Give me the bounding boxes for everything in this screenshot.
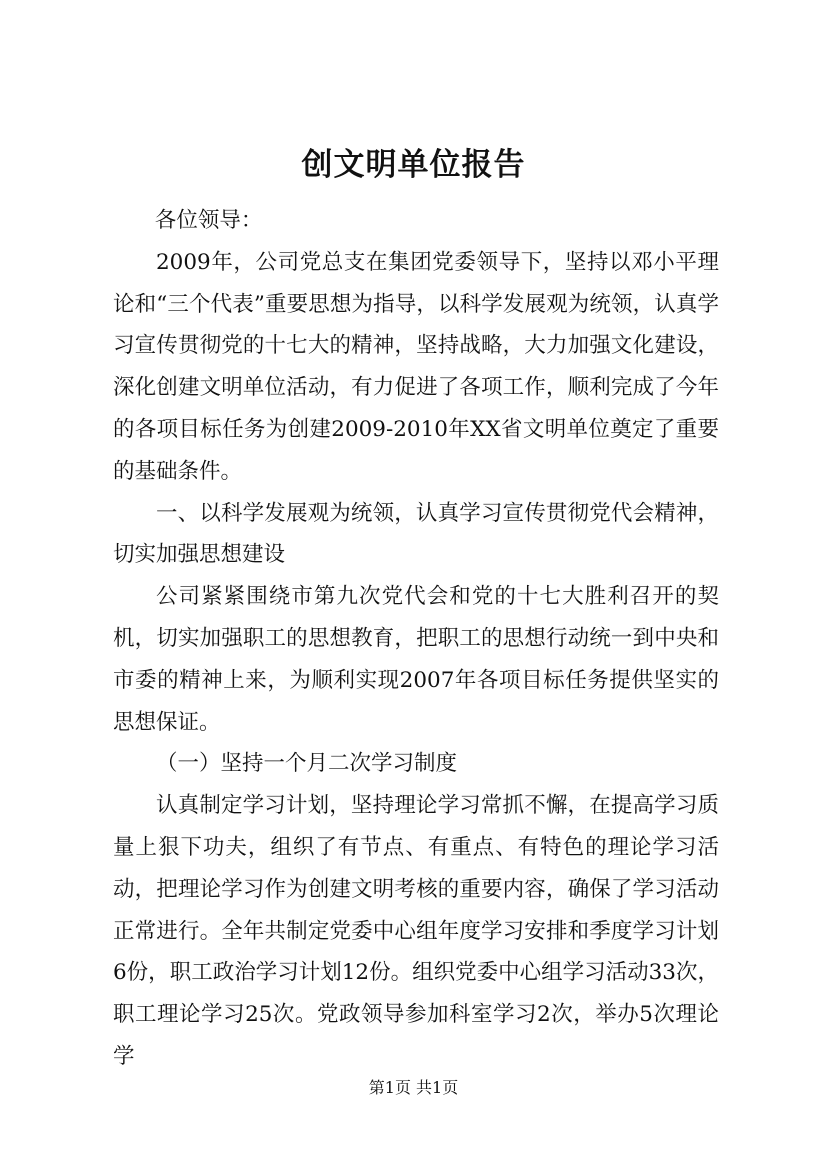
subsection-heading-1: （一）坚持一个月二次学习制度 (156, 751, 458, 777)
subsection-1-paragraph: 认真制定学习计划，坚持理论学习常抓不懈，在提高学习质量上狠下功夫，组织了有节点、有重点、有特色的理论学习活动，把理论学习作为创建文明考核的重要内容，确保了学习活动正常进行。全年共制定党委中心组年度学习安排和季度学习计划6份，职工政治学习计划12份。组织党委中心组学习活动33次，职工理论学习25次。党政领导参加科室学习2次，举办5次理论学 (113, 793, 719, 1069)
intro-paragraph: 2009年，公司党总支在集团党委领导下，坚持以邓小平理论和“三个代表”重要思想为指导，以科学发展观为统领，认真学习宣传贯彻党的十七大的精神，坚持战略，大力加强文化建设，深化创建文明单位活动，有力促进了各项工作，顺利完成了今年的各项目标任务为创建2009-2010年XX省文明单位奠定了重要的基础条件。 (113, 249, 719, 484)
section-heading-1: 一、以科学发展观为统领，认真学习宣传贯彻党代会精神，切实加强思想建设 (113, 500, 719, 568)
section-1-paragraph: 公司紧紧围绕市第九次党代会和党的十七大胜利召开的契机，切实加强职工的思想教育，把职工的思想行动统一到中央和市委的精神上来，为顺利实现2007年各项目标任务提供坚实的思想保证。 (113, 584, 719, 735)
page-footer: 第1页 共1页 (368, 1078, 459, 1097)
document-body (113, 200, 719, 1078)
greeting-paragraph: 各位领导： (154, 208, 263, 233)
document-title: 创文明单位报告 (301, 147, 526, 183)
